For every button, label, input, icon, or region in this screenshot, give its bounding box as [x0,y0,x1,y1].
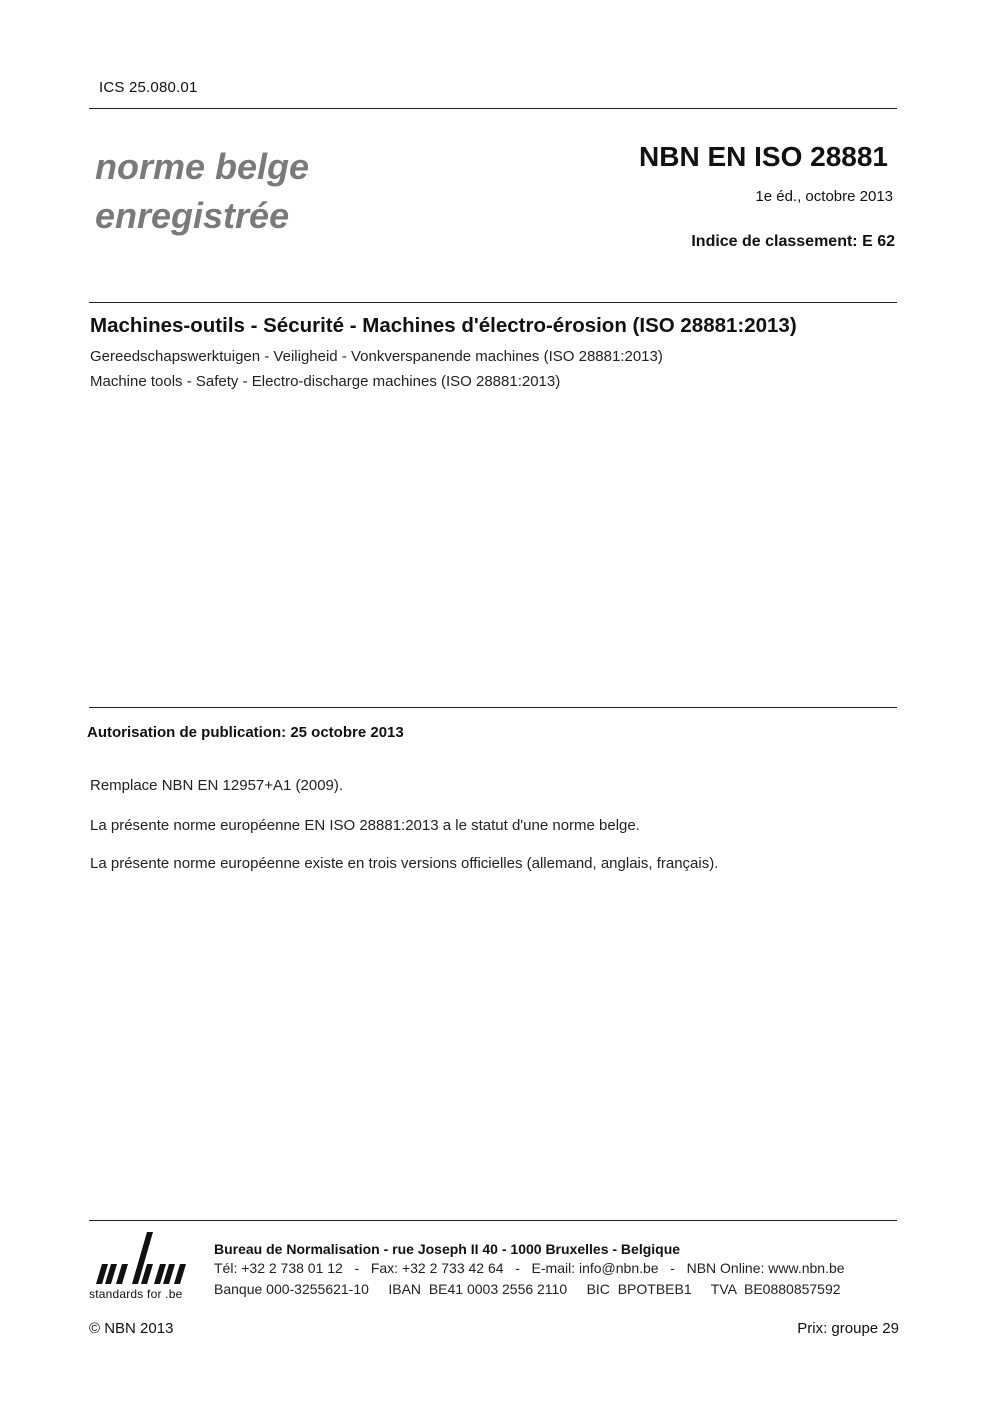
title-french: Machines-outils - Sécurité - Machines d'électro-érosion (ISO 28881:2013) [90,314,797,337]
edition-date: 1e éd., octobre 2013 [755,188,893,205]
ics-code: ICS 25.080.01 [99,79,198,96]
bureau-address: Bureau de Normalisation - rue Joseph II 40 - 1000 Bruxelles - Belgique [214,1241,681,1257]
norme-status-line2: enregistrée [95,195,290,236]
standard-code: NBN EN ISO 28881 [639,141,888,172]
body-rule [89,707,897,708]
norme-status-line1: norme belge [95,146,310,187]
title-rule [89,302,897,303]
header-rule [89,108,897,109]
paragraph-versions: La présente norme européenne existe en trois versions officielles (allemand, anglais, français). [90,855,719,872]
bank-line: Banque 000-3255621-10 IBAN BE41 0003 2556 2110 BIC BPOTBEB1 TVA BE0880857592 [214,1281,841,1297]
title-dutch: Gereedschapswerktuigen - Veiligheid - Vonkverspanende machines (ISO 28881:2013) [90,348,663,365]
price-group: Prix: groupe 29 [797,1320,899,1337]
paragraph-status: La présente norme européenne EN ISO 28881:2013 a le statut d'une norme belge. [90,817,640,834]
norme-status [95,142,309,240]
footer-rule [89,1220,897,1221]
paragraph-replaces: Remplace NBN EN 12957+A1 (2009). [90,777,344,794]
title-english: Machine tools - Safety - Electro-discharge machines (ISO 28881:2013) [90,373,561,390]
copyright: © NBN 2013 [89,1320,174,1337]
contact-line: Tél: +32 2 738 01 12 - Fax: +32 2 733 42 64 - E-mail: info@nbn.be - NBN Online: www.nbn.be [214,1260,845,1276]
classification-index: Indice de classement: E 62 [691,233,895,250]
publication-authorization: Autorisation de publication: 25 octobre 2013 [87,724,404,741]
logo-caption: standards for .be [89,1287,183,1301]
